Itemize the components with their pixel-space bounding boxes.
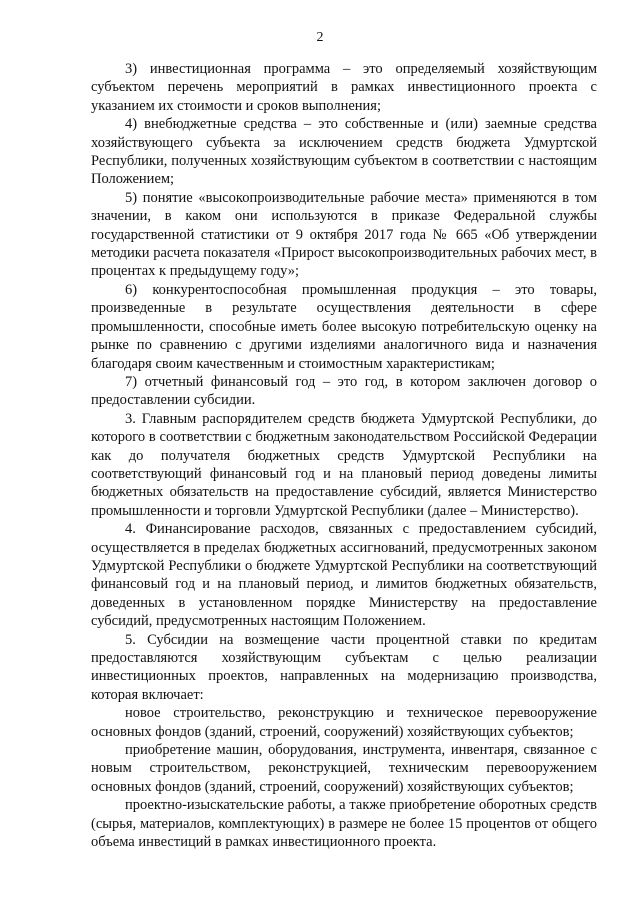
paragraph-clause-3: 3. Главным распорядителем средств бюджета Удмуртской Республики, до которого в соответствии с бюджетным законодательством Российской Федерации как до получателя бюджетных средств Удмуртской Республики на соответствующий финансовый год и на плановый период доведены лимиты бюджетных обязательств на предоставление субсидий, является Министерство промышленности и торговли Удмуртской Республики (далее – Министерство). bbox=[91, 410, 597, 519]
page-number: 2 bbox=[316, 30, 324, 45]
paragraph-item-survey-works: проектно-изыскательские работы, а также приобретение оборотных средств (сырья, материалов, комплектующих) в размере не более 15 процентов от общего объема инвестиций в рамках инвестиционного проекта. bbox=[91, 797, 597, 851]
paragraph-definition-5: 5) понятие «высокопроизводительные рабочие места» применяются в том значении, в каком они используются в приказе Федеральной службы государственной статистики от 9 октября 2017 года № 665 «Об утверждении методики расчета показателя «Прирост высокопроизводительных рабочих мест, в процентах к предыдущему году»; bbox=[91, 189, 597, 280]
paragraph-definition-6: 6) конкурентоспособная промышленная продукция – это товары, произведенные в результате осуществления деятельности в сфере промышленности, способные иметь более высокую потребительскую оценку на рынке по сравнению с другими изделиями аналогичного вида и назначения благодаря своим качественным и стоимостным характеристикам; bbox=[91, 281, 597, 372]
paragraph-clause-4: 4. Финансирование расходов, связанных с предоставлением субсидий, осуществляется в пределах бюджетных ассигнований, предусмотренных законом Удмуртской Республики о бюджете Удмуртской Республики на соответствующий финансовый год и на плановый период, и лимитов бюджетных обязательств, доведенных в установленном порядке Министерству на предоставление субсидий, предусмотренных настоящим Положением. bbox=[91, 521, 597, 630]
paragraph-definition-7: 7) отчетный финансовый год – это год, в котором заключен договор о предоставлении субсидии. bbox=[91, 373, 597, 409]
paragraph-item-equipment: приобретение машин, оборудования, инструмента, инвентаря, связанное с новым строительством, реконструкцией, техническим перевооружением основных фондов (зданий, строений, сооружений) хозяйствующих субъектов; bbox=[91, 742, 597, 795]
paragraph-item-construction: новое строительство, реконструкцию и техническое перевооружение основных фондов (зданий, строений, сооружений) хозяйствующих субъектов; bbox=[91, 705, 597, 740]
paragraph-clause-5: 5. Субсидии на возмещение части процентной ставки по кредитам предоставляются хозяйствующим субъектам с целью реализации инвестиционных проектов, направленных на модернизацию производства, которая включает: bbox=[91, 631, 597, 703]
document-body bbox=[91, 60, 597, 851]
paragraph-definition-4: 4) внебюджетные средства – это собственные и (или) заемные средства хозяйствующего субъекта за исключением средств бюджета Удмуртской Республики, полученных хозяйствующим субъектом в соответствии с настоящим Положением; bbox=[91, 116, 597, 188]
paragraph-definition-3: 3) инвестиционная программа – это определяемый хозяйствующим субъектом перечень мероприятий в рамках инвестиционного проекта с указанием их стоимости и сроков выполнения; bbox=[91, 61, 597, 114]
